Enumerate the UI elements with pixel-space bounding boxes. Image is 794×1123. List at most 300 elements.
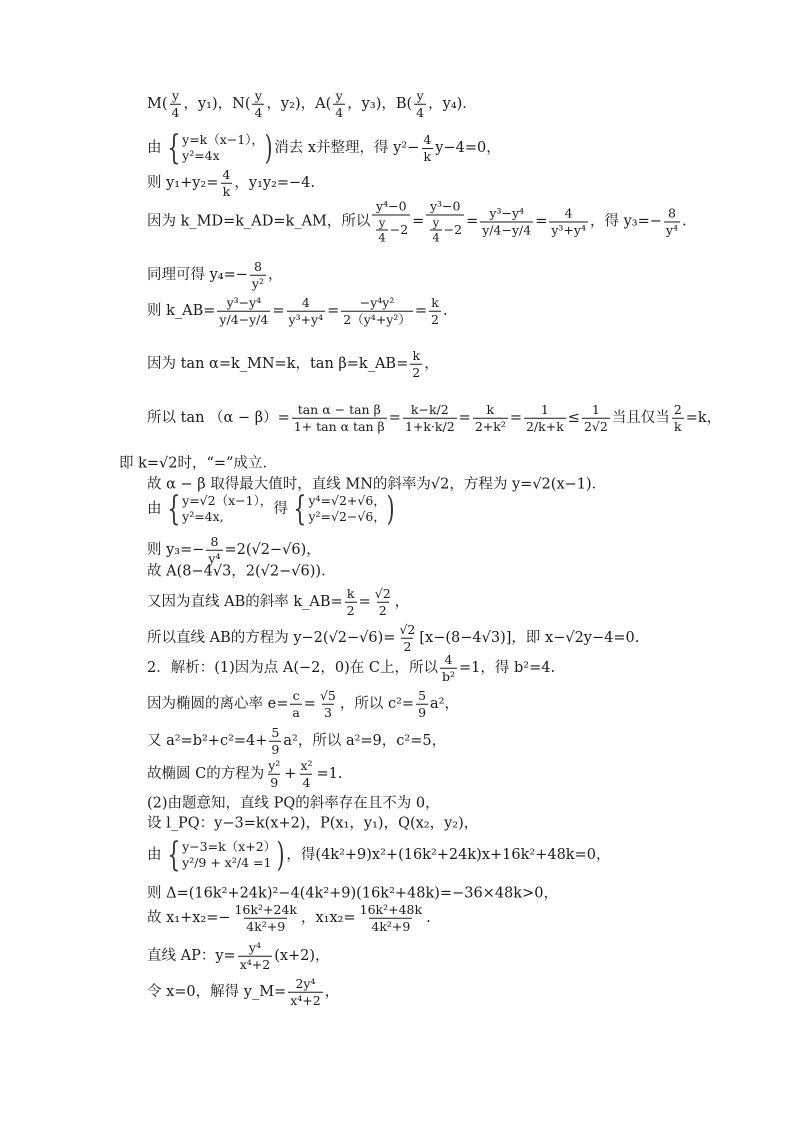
- numerator: [415, 89, 426, 104]
- fraction: [170, 89, 182, 120]
- text-run: =: [303, 695, 316, 712]
- system-row: y²=4x,: [182, 509, 224, 524]
- denominator: [524, 418, 566, 434]
- numerator: [485, 403, 497, 418]
- fraction: [358, 903, 424, 934]
- denominator-text: 4k²+9: [246, 918, 286, 934]
- text-run: 因为椭圆的离心率 e=: [147, 695, 289, 712]
- text-line: [147, 797, 440, 812]
- fraction: [672, 403, 684, 434]
- numerator: [296, 403, 383, 418]
- denominator-text: 2: [378, 602, 387, 618]
- fraction: [416, 689, 428, 720]
- fraction: [524, 403, 566, 434]
- denominator-text: 2: [403, 638, 412, 654]
- text-run: ，得 y₃=−: [589, 213, 662, 230]
- text-run: ，y₁y₂=−4.: [234, 174, 316, 191]
- text-line: [147, 535, 321, 566]
- denominator-text: b²: [441, 668, 455, 684]
- system-rows: [182, 132, 264, 163]
- fraction: [217, 296, 270, 327]
- numerator: [421, 133, 433, 148]
- text-run: ，y₄)．: [428, 95, 477, 112]
- numerator-text: √5: [319, 687, 336, 703]
- numerator: [666, 207, 678, 222]
- numerator-text: k: [412, 347, 421, 363]
- numerator: [539, 403, 551, 418]
- denominator-text: y/4−y/4: [482, 222, 532, 238]
- denominator-text: 2: [412, 364, 421, 380]
- fraction: [333, 89, 345, 120]
- denominator: [238, 956, 273, 972]
- numerator: [410, 349, 422, 364]
- denominator-text: y²: [251, 275, 264, 291]
- denominator: [672, 418, 684, 434]
- brace-right: ): [264, 128, 273, 168]
- text-run: 直线 AP：y=: [147, 947, 236, 964]
- text-run: 则 y₃=−: [147, 541, 205, 558]
- numerator: [252, 260, 264, 275]
- fraction: [473, 403, 508, 434]
- denominator-text: 9: [418, 704, 427, 720]
- denominator-text: 4: [171, 104, 180, 120]
- denominator: [292, 418, 387, 434]
- numerator-text: y: [416, 87, 424, 103]
- numerator-text: y: [335, 87, 343, 103]
- denominator: [430, 230, 441, 245]
- fraction: [250, 260, 266, 291]
- numerator: [291, 689, 302, 704]
- system-row: y²/9 + x²/4 =1: [182, 855, 272, 870]
- text-run: =: [412, 213, 425, 230]
- denominator: [414, 104, 426, 120]
- numerator: [225, 296, 264, 311]
- text-run: 即 k=√2时，“=”成立．: [119, 455, 277, 472]
- numerator: [269, 726, 281, 741]
- denominator-text: a: [292, 704, 300, 720]
- denominator: [244, 918, 287, 934]
- numerator-text: 16k²+48k: [359, 901, 423, 917]
- denominator: [287, 311, 326, 327]
- denominator-text: k: [674, 418, 682, 434]
- numerator-text: y: [254, 87, 262, 103]
- text-run: 令 x=0，解得 y_M=: [147, 983, 287, 1000]
- brace-left: {: [166, 835, 180, 875]
- fraction: [287, 296, 326, 327]
- denominator: [252, 104, 264, 120]
- denominator-text: 2√2: [583, 418, 608, 434]
- numerator: [563, 207, 575, 222]
- text-run: +: [284, 765, 297, 782]
- denominator: [300, 774, 312, 790]
- numerator: [487, 207, 526, 222]
- numerator-text: y³−y⁴: [489, 205, 525, 221]
- denominator-text: y⁴: [208, 550, 221, 566]
- text-run: y−4=0，: [435, 139, 501, 156]
- denominator-text: 2+k²: [474, 418, 506, 434]
- denominator: [217, 311, 270, 327]
- text-run: =1.: [316, 765, 343, 782]
- text-line: [147, 759, 342, 790]
- numerator: [358, 296, 397, 311]
- fraction: [410, 349, 422, 380]
- brace-right: ): [386, 489, 395, 529]
- text-run: .: [681, 213, 687, 230]
- brace-left: {: [166, 489, 180, 529]
- numerator: [170, 89, 181, 104]
- numerator-text: 1: [591, 401, 600, 417]
- text-run: 则 y₁+y₂=: [147, 174, 219, 191]
- numerator-text: 4: [564, 205, 573, 221]
- text-run: a²，所以 a²=9，c²=5，: [283, 732, 447, 749]
- text-run: =: [358, 593, 371, 610]
- fraction: [220, 168, 232, 199]
- system-row: y=√2（x−1），: [182, 493, 273, 509]
- fraction: [397, 623, 417, 654]
- numerator: [358, 903, 424, 918]
- numerator: [428, 199, 463, 214]
- numerator: [672, 403, 684, 418]
- fraction: [429, 296, 441, 327]
- denominator: [410, 364, 422, 380]
- numerator: [590, 403, 602, 418]
- fraction: [426, 199, 464, 244]
- brace-right: ): [276, 835, 285, 875]
- numerator-text: 8: [210, 533, 219, 549]
- numerator-text: 5: [418, 687, 427, 703]
- numerator-text: k: [486, 401, 495, 417]
- text-run: [x−(8−4√3)]，即 x−√2y−4=0.: [419, 629, 640, 646]
- text-line: [147, 623, 639, 654]
- denominator: [345, 602, 357, 618]
- numerator-text: 8: [667, 205, 676, 221]
- numerator: [233, 903, 299, 918]
- text-line: [147, 941, 330, 972]
- text-line: [147, 296, 448, 327]
- text-run: ，: [394, 593, 410, 610]
- text-run: =: [509, 409, 522, 426]
- brace-left: {: [293, 489, 307, 529]
- text-run: 又因为直线 AB的斜率 k_AB=: [147, 593, 343, 610]
- denominator-text: x⁴+2: [239, 956, 271, 972]
- numerator: [416, 689, 428, 704]
- numerator-text: 8: [253, 258, 262, 274]
- denominator-text: x⁴+2: [290, 992, 321, 1008]
- numerator: [253, 89, 264, 104]
- denominator: [582, 418, 610, 434]
- text-line: [147, 689, 459, 720]
- system-row: y−3=k（x+2）: [182, 839, 277, 855]
- equation-system: [289, 489, 395, 529]
- denominator: [416, 704, 428, 720]
- fraction: [298, 759, 314, 790]
- numerator-text: y²: [268, 757, 281, 773]
- text-line: [147, 817, 478, 832]
- text-run: =2(√2−√6)，: [224, 541, 321, 558]
- text-line: [147, 89, 477, 120]
- denominator-text: 4: [432, 230, 440, 245]
- numerator-text: y: [378, 215, 386, 230]
- text-run: =k，: [685, 409, 722, 426]
- fraction: [430, 216, 441, 244]
- numerator-text: 4: [222, 166, 231, 182]
- fraction: [238, 941, 273, 972]
- denominator: [429, 311, 441, 327]
- numerator-text: k: [431, 294, 439, 310]
- equation-system: [163, 489, 273, 529]
- text-run: a²，: [430, 695, 459, 712]
- denominator: [288, 992, 323, 1008]
- numerator: [318, 689, 338, 704]
- numerator-text: 1: [540, 401, 549, 417]
- denominator-text: 4: [378, 230, 386, 245]
- text-run: 故椭圆 C的方程为: [147, 765, 265, 782]
- text-run: ，所以 c²=: [339, 695, 415, 712]
- numerator: [220, 168, 232, 183]
- denominator: [170, 104, 182, 120]
- text-run: ，x₁x₂=: [301, 909, 356, 926]
- numerator: [334, 89, 345, 104]
- fraction: [233, 903, 299, 934]
- numerator-text: 4: [444, 651, 453, 667]
- denominator-text: 3: [323, 704, 332, 720]
- fraction: [403, 403, 457, 434]
- numerator: [374, 199, 409, 214]
- text-line: [147, 478, 606, 493]
- numerator-text: tan α − tan β: [297, 401, 381, 417]
- text-run: ，: [268, 266, 283, 283]
- text-run: ，: [424, 355, 439, 372]
- text-line: [147, 168, 315, 199]
- numerator-text: y⁴−0: [376, 198, 407, 214]
- system-row: y=k（x−1），: [182, 132, 264, 148]
- fraction: [318, 689, 338, 720]
- system-row: y⁴=√2+√6，: [308, 493, 386, 509]
- text-run: 则 k_AB=: [147, 302, 216, 319]
- denominator: [322, 704, 334, 720]
- denominator: [269, 741, 281, 757]
- numerator: [298, 759, 314, 774]
- numerator: [247, 941, 263, 956]
- fraction: [421, 133, 433, 164]
- text-run: ，y₂)，A(: [266, 95, 332, 112]
- text-run: 由: [147, 500, 162, 517]
- denominator-text: y³+y⁴: [288, 311, 324, 327]
- text-run: ≤: [567, 409, 580, 426]
- numerator-text: 4: [423, 131, 432, 147]
- numerator-text: y⁴: [248, 939, 261, 955]
- denominator: [290, 704, 301, 720]
- numerator: [429, 296, 441, 311]
- numerator: [397, 623, 417, 638]
- numerator: [373, 587, 393, 602]
- numerator-text: y³−y⁴: [226, 294, 262, 310]
- text-run: 消去 x并整理，得 y²−: [274, 139, 420, 156]
- numerator-text: c: [292, 687, 300, 703]
- denominator-text: 9: [271, 741, 280, 757]
- denominator: [440, 668, 457, 684]
- denominator: [377, 602, 389, 618]
- text-run: 所以直线 AB的方程为 y−2(√2−√6)=: [147, 629, 396, 646]
- numerator-text: y³−0: [429, 198, 461, 214]
- denominator: [549, 222, 588, 238]
- numerator: [431, 216, 442, 230]
- denominator: [333, 104, 345, 120]
- denominator-text: 4: [302, 774, 311, 790]
- numerator-text: 16k²+24k: [234, 901, 297, 917]
- text-line: [147, 349, 439, 380]
- text-run: 故 α − β 取得最大值时，直线 MN的斜率为√2，方程为 y=√2(x−1)．: [147, 476, 607, 493]
- fraction: [206, 535, 222, 566]
- numerator: [377, 216, 388, 230]
- text-run: ，: [324, 983, 340, 1000]
- text-run: 由: [147, 846, 162, 863]
- text-run: ，y₁)，N(: [183, 95, 251, 112]
- denominator: [480, 222, 533, 238]
- system-row: y²=√2−√6，: [308, 509, 386, 524]
- denominator: [250, 275, 266, 291]
- denominator: [268, 774, 280, 790]
- numerator: [208, 535, 220, 550]
- denominator: [372, 214, 410, 244]
- text-run: .: [442, 302, 448, 319]
- denominator-text: −2: [389, 221, 409, 237]
- text-run: =: [414, 302, 428, 319]
- fraction: [582, 403, 610, 434]
- text-line: [147, 977, 339, 1008]
- text-line: [147, 653, 555, 684]
- text-run: =: [535, 213, 548, 230]
- denominator-text: 9: [270, 774, 279, 790]
- text-line: [147, 726, 446, 757]
- numerator-text: 5: [271, 724, 280, 740]
- text-run: 设 l_PQ：y−3=k(x+2)，P(x₁，y₁)，Q(x₂，y₂)，: [147, 815, 479, 832]
- numerator: [293, 977, 317, 992]
- denominator-text: 1+k·k/2: [404, 418, 455, 434]
- numerator-text: 4: [301, 294, 310, 310]
- denominator-text: 4: [416, 104, 425, 120]
- text-line: [147, 489, 396, 529]
- text-run: 又 a²=b²+c²=4+: [147, 732, 268, 749]
- denominator: [221, 183, 233, 199]
- denominator: [473, 418, 508, 434]
- denominator: [422, 148, 434, 164]
- text-run: =: [327, 302, 340, 319]
- denominator-text: 2（y⁴+y²）: [343, 311, 411, 327]
- denominator-text: 2: [346, 602, 355, 618]
- text-run: M(: [147, 95, 168, 112]
- denominator: [664, 222, 680, 238]
- text-line: [147, 903, 431, 934]
- text-line: [119, 457, 277, 472]
- text-run: 得: [273, 500, 288, 517]
- denominator-text: 4k²+9: [371, 918, 411, 934]
- text-line: [147, 835, 611, 875]
- denominator-text: 4: [254, 104, 263, 120]
- text-run: 则 Δ=(16k²+24k)²−4(4k²+9)(16k²+48k)=−36×48k>0，: [147, 885, 558, 902]
- denominator: [341, 311, 413, 327]
- text-line: [147, 260, 283, 291]
- text-run: 因为 k_MD=k_AD=k_AM，所以: [147, 213, 371, 230]
- numerator-text: 2: [673, 401, 682, 417]
- denominator: [376, 230, 387, 245]
- text-run: .: [426, 909, 431, 926]
- fraction: [664, 207, 680, 238]
- fraction: [290, 689, 301, 720]
- text-line: [147, 887, 558, 902]
- fraction: [414, 89, 426, 120]
- system-rows: [182, 493, 272, 524]
- denominator-text: −2: [443, 221, 463, 237]
- fraction: [269, 726, 281, 757]
- denominator-text: y/4−y/4: [219, 311, 269, 327]
- text-run: ，得(4k²+9)x²+(16k²+24k)x+16k²+48k=0，: [286, 846, 611, 863]
- numerator-text: k: [346, 585, 355, 601]
- fraction: [288, 977, 323, 1008]
- numerator-text: √2: [399, 621, 416, 637]
- text-run: ，y₃)，B(: [347, 95, 413, 112]
- text-run: =: [458, 409, 471, 426]
- numerator: [345, 587, 357, 602]
- denominator: [403, 418, 457, 434]
- fraction: [440, 653, 457, 684]
- denominator-text: y³+y⁴: [551, 222, 586, 238]
- text-run: 2．解析：(1)因为点 A(−2，0)在 C上，所以: [147, 659, 438, 676]
- text-line: [147, 587, 409, 618]
- fraction: [376, 216, 387, 244]
- text-run: =: [272, 302, 285, 319]
- text-line: [147, 199, 687, 244]
- system-row: y²=4x: [182, 148, 220, 163]
- text-run: 因为 tan α=k_MN=k，tan β=k_AB=: [147, 355, 409, 372]
- numerator: [266, 759, 282, 774]
- equation-system: [163, 128, 274, 168]
- numerator-text: y: [171, 87, 180, 103]
- denominator: [426, 214, 464, 244]
- fraction: [252, 89, 264, 120]
- numerator: [443, 653, 455, 668]
- fraction: [341, 296, 413, 327]
- system-rows: [308, 493, 385, 524]
- fraction: [372, 199, 410, 244]
- equation-system: [163, 835, 286, 875]
- numerator-text: x²: [300, 757, 313, 773]
- fraction: [292, 403, 387, 434]
- denominator-text: 4: [335, 104, 344, 120]
- numerator-text: √2: [374, 585, 391, 601]
- fraction: [345, 587, 357, 618]
- text-run: 故 x₁+x₂=−: [147, 909, 231, 926]
- text-run: (x+2)，: [274, 947, 330, 964]
- text-run: (2)由题意知，直线 PQ的斜率存在且不为 0，: [147, 795, 440, 812]
- text-run: 同理可得 y₄=−: [147, 266, 248, 283]
- fraction: [266, 759, 282, 790]
- text-line: [147, 403, 721, 434]
- text-run: =1，得 b²=4.: [458, 659, 556, 676]
- denominator-text: 2: [431, 311, 439, 327]
- text-run: =: [466, 213, 479, 230]
- text-run: 所以 tan （α − β）=: [147, 409, 290, 426]
- numerator: [409, 403, 451, 418]
- system-rows: [182, 839, 276, 870]
- numerator-text: 2y⁴: [295, 975, 316, 991]
- fraction: [549, 207, 588, 238]
- denominator: [369, 918, 412, 934]
- text-line: [147, 565, 336, 580]
- denominator: [401, 638, 413, 654]
- denominator-text: y⁴: [665, 222, 678, 238]
- fraction: [373, 587, 393, 618]
